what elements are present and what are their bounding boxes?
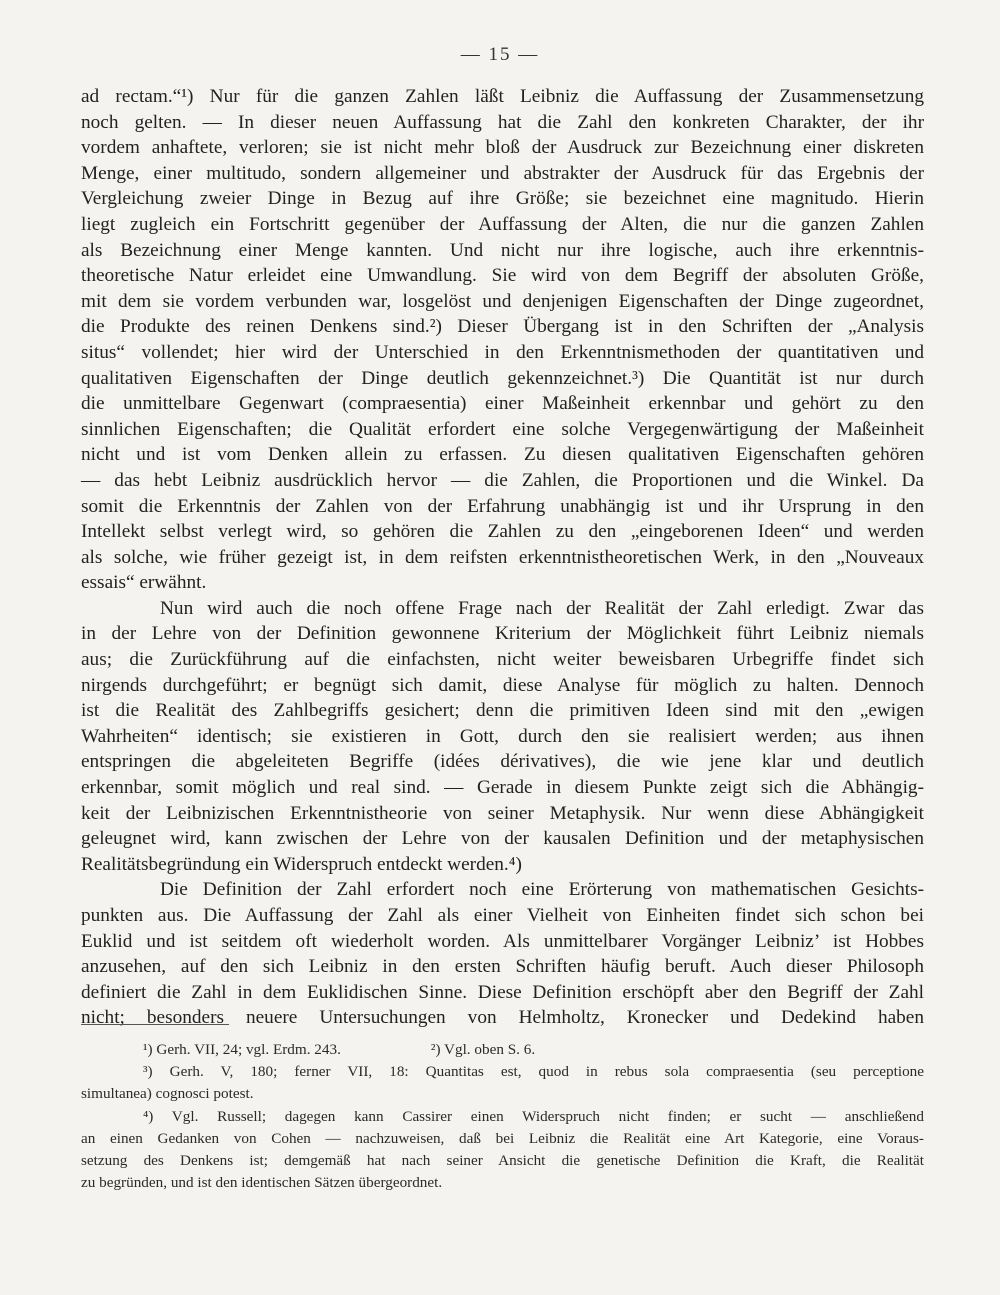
text-line: vordem anhaftete, verloren; sie ist nicht mehr bloß der Ausdruck zur Bezeichnung einer diskreten [81, 137, 924, 159]
body-text [81, 84, 924, 1057]
footnote-4-line: zu begründen, und ist den identischen Sätzen übergeordnet. [81, 1174, 443, 1192]
text-line: essais“ erwähnt. [81, 572, 207, 594]
text-line: die unmittelbare Gegenwart (compraesentia) einer Maßeinheit erkennbar und gehört zu den [81, 393, 924, 415]
text-line: Wahrheiten“ identisch; sie existieren in Gott, durch den sie realisiert werden; aus ihnen [81, 725, 924, 747]
footnote-row [81, 1039, 924, 1061]
text-line: Euklid und ist seitdem oft wiederholt worden. Als unmittelbarer Vorgänger Leibniz’ ist Hobbes [81, 930, 924, 952]
text-line: qualitativen Eigenschaften der Dinge deutlich gekennzeichnet.³) Die Quantität ist nur durch [81, 367, 924, 389]
text-line: erkennbar, somit möglich und real sind. — Gerade in diesem Punkte zeigt sich die Abhängig- [81, 777, 924, 799]
text-line: als solche, wie früher gezeigt ist, in dem reifsten erkenntnistheoretischen Werk, in den „Nouveaux [81, 546, 924, 568]
text-line: aus; die Zurückführung auf die einfachsten, nicht weiter beweisbaren Urbegriffe findet sich [81, 649, 924, 671]
text-line: nirgends durchgeführt; er begnügt sich damit, diese Analyse für möglich zu halten. Dennoch [81, 674, 924, 696]
text-line: keit der Leibnizischen Erkenntnistheorie von seiner Metaphysik. Nur wenn diese Abhängigkeit [81, 802, 924, 824]
text-line: geleugnet wird, kann zwischen der Lehre von der kausalen Definition und der metaphysischen [81, 828, 924, 850]
text-line: Nun wird auch die noch offene Frage nach der Realität der Zahl erledigt. Zwar das [160, 597, 924, 619]
text-line: ist die Realität des Zahlbegriffs gesichert; denn die primitiven Ideen sind mit den „ewigen [81, 700, 924, 722]
text-line: — das hebt Leibniz ausdrücklich hervor — die Zahlen, die Proportionen und die Winkel. Da [81, 469, 924, 491]
footnotes [81, 1039, 924, 1194]
text-line: in der Lehre von der Definition gewonnene Kriterium der Möglichkeit führt Leibniz niemals [81, 623, 924, 645]
text-line: punkten aus. Die Auffassung der Zahl als einer Vielheit von Einheiten findet sich schon bei [81, 905, 924, 926]
footnote-divider [81, 1024, 229, 1025]
text-line: nicht; besonders neuere Untersuchungen von Helmholtz, Kronecker und Dedekind haben [81, 1007, 924, 1029]
text-line: noch gelten. — In dieser neuen Auffassung hat die Zahl den konkreten Charakter, der ihr [81, 111, 924, 133]
footnote-4-line: ⁴) Vgl. Russell; dagegen kann Cassirer einen Widerspruch nicht finden; er sucht — anschließend [143, 1107, 924, 1125]
text-line: die Produkte des reinen Denkens sind.²) Dieser Übergang ist in den Schriften der „Analysis [81, 316, 924, 338]
footnote-4-line: an einen Gedanken von Cohen — nachzuweisen, daß bei Leibniz die Realität eine Art Kategorie, eine Voraus- [81, 1129, 924, 1147]
text-line: Die Definition der Zahl erfordert noch eine Erörterung von mathematischen Gesichts- [160, 879, 924, 901]
footnote-3-line: simultanea) cognosci potest. [81, 1085, 254, 1103]
footnote-3-line: ³) Gerh. V, 180; ferner VII, 18: Quantitas est, quod in rebus sola compraesentia (seu perceptione [143, 1063, 924, 1081]
page-number: — 15 — [460, 44, 540, 65]
text-line: sinnlichen Eigenschaften; die Qualität erfordert eine solche Vergegenwärtigung der Maßeinheit [81, 418, 924, 440]
text-line: mit dem sie vordem verbunden war, losgelöst und denjenigen Eigenschaften der Dinge zugeordnet, [81, 290, 924, 312]
text-line: theoretische Natur erleidet eine Umwandlung. Sie wird von dem Begriff der absoluten Größe, [81, 265, 924, 287]
text-line: definiert die Zahl in dem Euklidischen Sinne. Diese Definition erschöpft aber den Begriff der Zahl [81, 981, 924, 1003]
text-line: Vergleichung zweier Dinge in Bezug auf ihre Größe; sie bezeichnet eine magnitudo. Hierin [81, 188, 924, 210]
text-line: Intellekt selbst verlegt wird, so gehören die Zahlen zu den „eingeborenen Ideen“ und werden [81, 521, 924, 543]
footnote-1: ¹) Gerh. VII, 24; vgl. Erdm. 243. [143, 1041, 341, 1058]
text-line: entspringen die abgeleiteten Begriffe (idées dérivatives), die wie jene klar und deutlich [81, 751, 924, 773]
text-line: Realitätsbegründung ein Widerspruch entdeckt werden.⁴) [81, 853, 522, 875]
footnote-4-line: setzung des Denkens ist; demgemäß hat nach seiner Ansicht die genetische Definition die Kraft, die Realität [81, 1151, 924, 1169]
text-line: somit die Erkenntnis der Zahlen von der Erfahrung unabhängig ist und ihr Ursprung in den [81, 495, 924, 517]
text-line: situs“ vollendet; hier wird der Unterschied in den Erkenntnismethoden der quantitativen und [81, 341, 924, 363]
footnote-2: ²) Vgl. oben S. 6. [430, 1041, 536, 1058]
text-line: anzusehen, auf den sich Leibniz in den ersten Schriften häufig beruft. Auch dieser Philosoph [81, 956, 924, 978]
text-line: nicht und ist vom Denken allein zu erfassen. Zu diesen qualitativen Eigenschaften gehören [81, 444, 924, 466]
text-line: ad rectam.“¹) Nur für die ganzen Zahlen läßt Leibniz die Auffassung der Zusammensetzung [81, 86, 924, 107]
text-line: als Bezeichnung einer Menge kannten. Und nicht nur ihre logische, auch ihre erkenntnis- [81, 239, 924, 261]
text-line: Menge, einer multitudo, sondern allgemeiner und abstrakter der Ausdruck für das Ergebnis der [81, 162, 924, 184]
text-line: liegt zugleich ein Fortschritt gegenüber der Auffassung der Alten, die nur die ganzen Zahlen [81, 213, 924, 235]
